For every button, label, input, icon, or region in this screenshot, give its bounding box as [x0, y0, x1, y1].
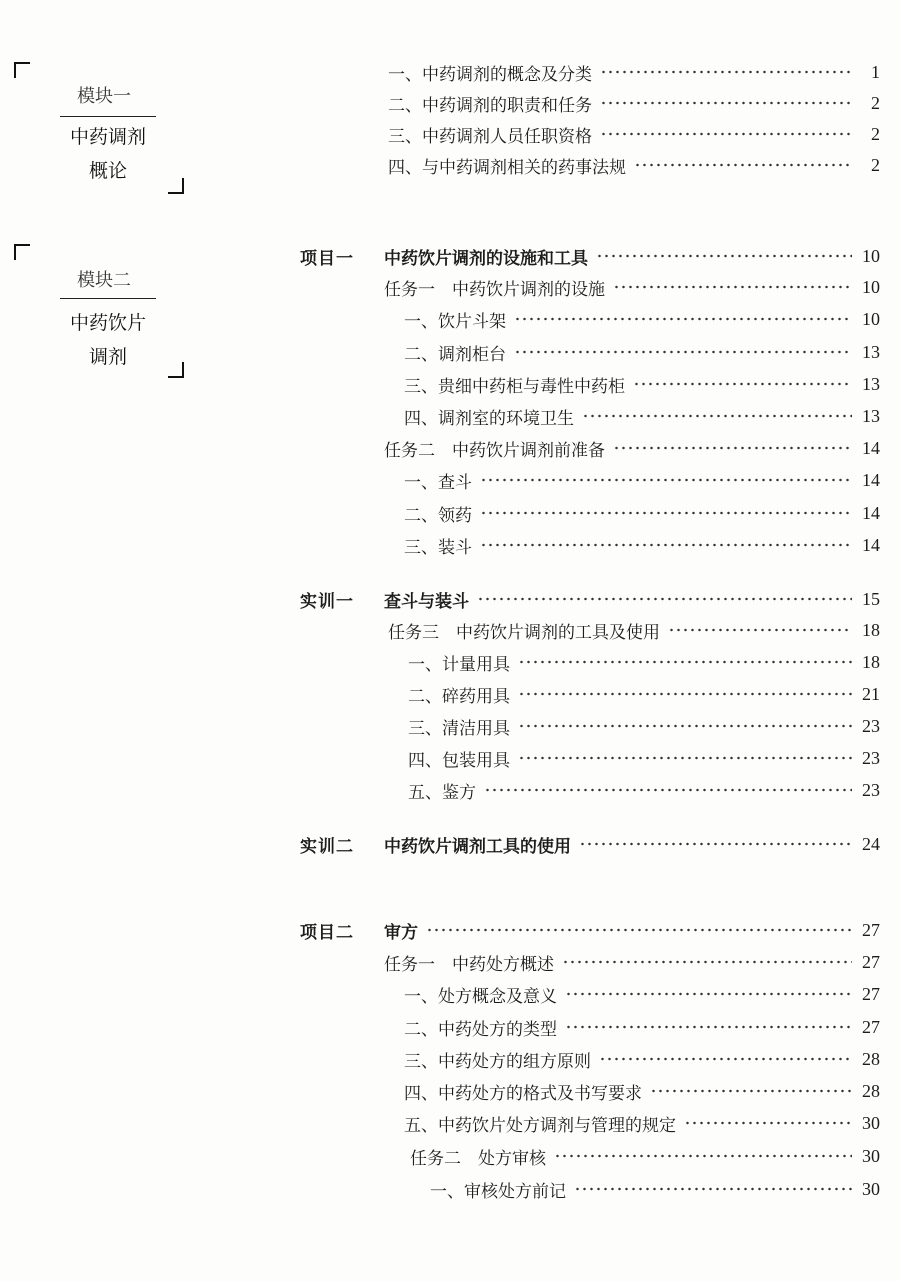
- entry-title: 一、中药调剂的概念及分类: [388, 64, 592, 85]
- toc-entry[interactable]: [404, 497, 880, 529]
- toc-entry[interactable]: [404, 1011, 880, 1043]
- page-number: 27: [862, 983, 880, 1004]
- page-number: 14: [862, 502, 880, 523]
- dot-leader: [579, 842, 852, 846]
- module-title-line: 中药饮片: [69, 312, 146, 334]
- entry-number: 项目二: [300, 922, 354, 943]
- dot-leader: [634, 163, 852, 167]
- toc-entry-task[interactable]: [384, 271, 880, 303]
- page-number: 18: [862, 619, 880, 640]
- dot-leader: [426, 928, 852, 932]
- entry-title: 中药饮片调剂工具的使用: [384, 836, 571, 857]
- page-number: 28: [862, 1080, 880, 1101]
- toc-entry[interactable]: [388, 56, 880, 88]
- page-number: 21: [862, 683, 880, 704]
- dot-leader: [650, 1089, 852, 1093]
- entry-title: 一、处方概念及意义: [404, 986, 557, 1007]
- toc-entry[interactable]: [404, 400, 880, 432]
- page-number: 14: [862, 534, 880, 555]
- dot-leader: [684, 1121, 852, 1125]
- dot-leader: [613, 285, 852, 289]
- dot-leader: [600, 132, 852, 136]
- dot-leader: [613, 446, 852, 450]
- toc-entry[interactable]: [404, 464, 880, 496]
- page-number: 15: [862, 588, 880, 609]
- bracket-bottom-right: [168, 362, 184, 378]
- toc-entry[interactable]: [408, 678, 880, 710]
- toc-entry-project[interactable]: [300, 914, 880, 946]
- entry-title: 三、清洁用具: [408, 718, 510, 739]
- entry-title: 二、中药调剂的职责和任务: [388, 95, 592, 116]
- dot-leader: [600, 70, 852, 74]
- entry-title: 二、中药处方的类型: [404, 1019, 557, 1040]
- page-number: 2: [871, 123, 880, 144]
- page-number: 13: [862, 341, 880, 362]
- entry-title: 一、审核处方前记: [430, 1181, 566, 1202]
- dot-leader: [582, 414, 852, 418]
- entry-title: 五、中药饮片处方调剂与管理的规定: [404, 1115, 676, 1136]
- dot-leader: [562, 960, 852, 964]
- toc-entry[interactable]: [430, 1173, 880, 1205]
- page-number: 30: [862, 1145, 880, 1166]
- module-divider: [60, 298, 156, 299]
- dot-leader: [554, 1154, 852, 1158]
- page-number: 13: [862, 373, 880, 394]
- page-number: 24: [862, 833, 880, 854]
- dot-leader: [514, 350, 852, 354]
- module-label: 模块二: [77, 270, 131, 291]
- toc-entry-task[interactable]: [384, 946, 880, 978]
- entry-title: 中药饮片调剂的设施和工具: [384, 248, 588, 269]
- page-number: 13: [862, 405, 880, 426]
- page-number: 18: [862, 651, 880, 672]
- toc-entry[interactable]: [408, 710, 880, 742]
- entry-title: 一、计量用具: [408, 654, 510, 675]
- page-number: 23: [862, 715, 880, 736]
- toc-entry-project[interactable]: [300, 240, 880, 272]
- dot-leader: [518, 660, 852, 664]
- page-number: 28: [862, 1048, 880, 1069]
- toc-entry-task[interactable]: [410, 1140, 880, 1172]
- entry-title: 二、碎药用具: [408, 686, 510, 707]
- entry-title: 一、查斗: [404, 472, 472, 493]
- dot-leader: [480, 478, 852, 482]
- dot-leader: [600, 101, 852, 105]
- toc-entry[interactable]: [408, 774, 880, 806]
- dot-leader: [480, 511, 852, 515]
- toc-entry[interactable]: [408, 646, 880, 678]
- page-number: 10: [862, 308, 880, 329]
- dot-leader: [484, 788, 852, 792]
- dot-leader: [518, 724, 852, 728]
- page-number: 23: [862, 747, 880, 768]
- dot-leader: [477, 597, 852, 601]
- entry-number: 实训一: [300, 591, 354, 612]
- dot-leader: [668, 628, 852, 632]
- page-number: 30: [862, 1178, 880, 1199]
- page-number: 10: [862, 276, 880, 297]
- toc-entry[interactable]: [404, 1107, 880, 1139]
- toc-entry[interactable]: [404, 336, 880, 368]
- dot-leader: [518, 756, 852, 760]
- toc-entry[interactable]: [388, 149, 880, 181]
- dot-leader: [633, 382, 852, 386]
- entry-title: 二、调剂柜台: [404, 344, 506, 365]
- entry-title: 三、中药处方的组方原则: [404, 1051, 591, 1072]
- entry-title: 三、装斗: [404, 537, 472, 558]
- page-number: 27: [862, 919, 880, 940]
- entry-title: 二、领药: [404, 505, 472, 526]
- bracket-bottom-right: [168, 178, 184, 194]
- page-number: 2: [871, 92, 880, 113]
- entry-title: 一、饮片斗架: [404, 311, 506, 332]
- entry-title: 审方: [384, 922, 418, 943]
- page-number: 30: [862, 1112, 880, 1133]
- module-two-box: [14, 244, 184, 378]
- entry-title: 四、中药处方的格式及书写要求: [404, 1083, 642, 1104]
- module-title-line: 中药调剂: [69, 126, 146, 148]
- dot-leader: [518, 692, 852, 696]
- entry-title: 四、与中药调剂相关的药事法规: [388, 157, 626, 178]
- toc-entry[interactable]: [404, 529, 880, 561]
- dot-leader: [565, 992, 852, 996]
- toc-entry[interactable]: [404, 1043, 880, 1075]
- entry-title: 任务一 中药饮片调剂的设施: [384, 279, 605, 300]
- module-one-box: [14, 62, 184, 194]
- page-number: 23: [862, 779, 880, 800]
- dot-leader: [514, 317, 852, 321]
- entry-title: 任务二 中药饮片调剂前准备: [384, 440, 605, 461]
- entry-title: 任务一 中药处方概述: [384, 954, 554, 975]
- dot-leader: [565, 1025, 852, 1029]
- dot-leader: [480, 543, 852, 547]
- entry-title: 三、中药调剂人员任职资格: [388, 126, 592, 147]
- entry-title: 任务二 处方审核: [410, 1148, 546, 1169]
- module-title-line: 调剂: [88, 346, 127, 368]
- module-label: 模块一: [77, 86, 131, 107]
- dot-leader: [574, 1187, 852, 1191]
- entry-title: 四、调剂室的环境卫生: [404, 408, 574, 429]
- toc-entry-training[interactable]: [300, 583, 880, 615]
- toc-entry-task[interactable]: [384, 432, 880, 464]
- toc-entry[interactable]: [404, 1075, 880, 1107]
- toc-entry[interactable]: [404, 368, 880, 400]
- toc-entry[interactable]: [404, 303, 880, 335]
- bracket-top-left: [14, 62, 30, 78]
- entry-title: 任务三 中药饮片调剂的工具及使用: [388, 622, 660, 643]
- entry-title: 四、包装用具: [408, 750, 510, 771]
- module-title-line: 概论: [88, 160, 127, 182]
- dot-leader: [596, 254, 852, 258]
- toc-entry[interactable]: [404, 978, 880, 1010]
- page-number: 27: [862, 1016, 880, 1037]
- page-number: 27: [862, 951, 880, 972]
- toc-entry-task[interactable]: [388, 614, 880, 646]
- page-number: 14: [862, 437, 880, 458]
- toc-entry[interactable]: [388, 87, 880, 119]
- entry-title: 五、鉴方: [408, 782, 476, 803]
- entry-number: 实训二: [300, 836, 354, 857]
- entry-title: 三、贵细中药柜与毒性中药柜: [404, 376, 625, 397]
- toc-entry[interactable]: [408, 742, 880, 774]
- bracket-top-left: [14, 244, 30, 260]
- page-number: 2: [871, 154, 880, 175]
- dot-leader: [599, 1057, 852, 1061]
- module-divider: [60, 116, 156, 117]
- toc-entry[interactable]: [388, 118, 880, 150]
- toc-entry-training[interactable]: [300, 828, 880, 860]
- entry-number: 项目一: [300, 248, 354, 269]
- page-number: 10: [862, 245, 880, 266]
- page-number: 14: [862, 469, 880, 490]
- page-number: 1: [871, 61, 880, 82]
- entry-title: 查斗与装斗: [384, 591, 469, 612]
